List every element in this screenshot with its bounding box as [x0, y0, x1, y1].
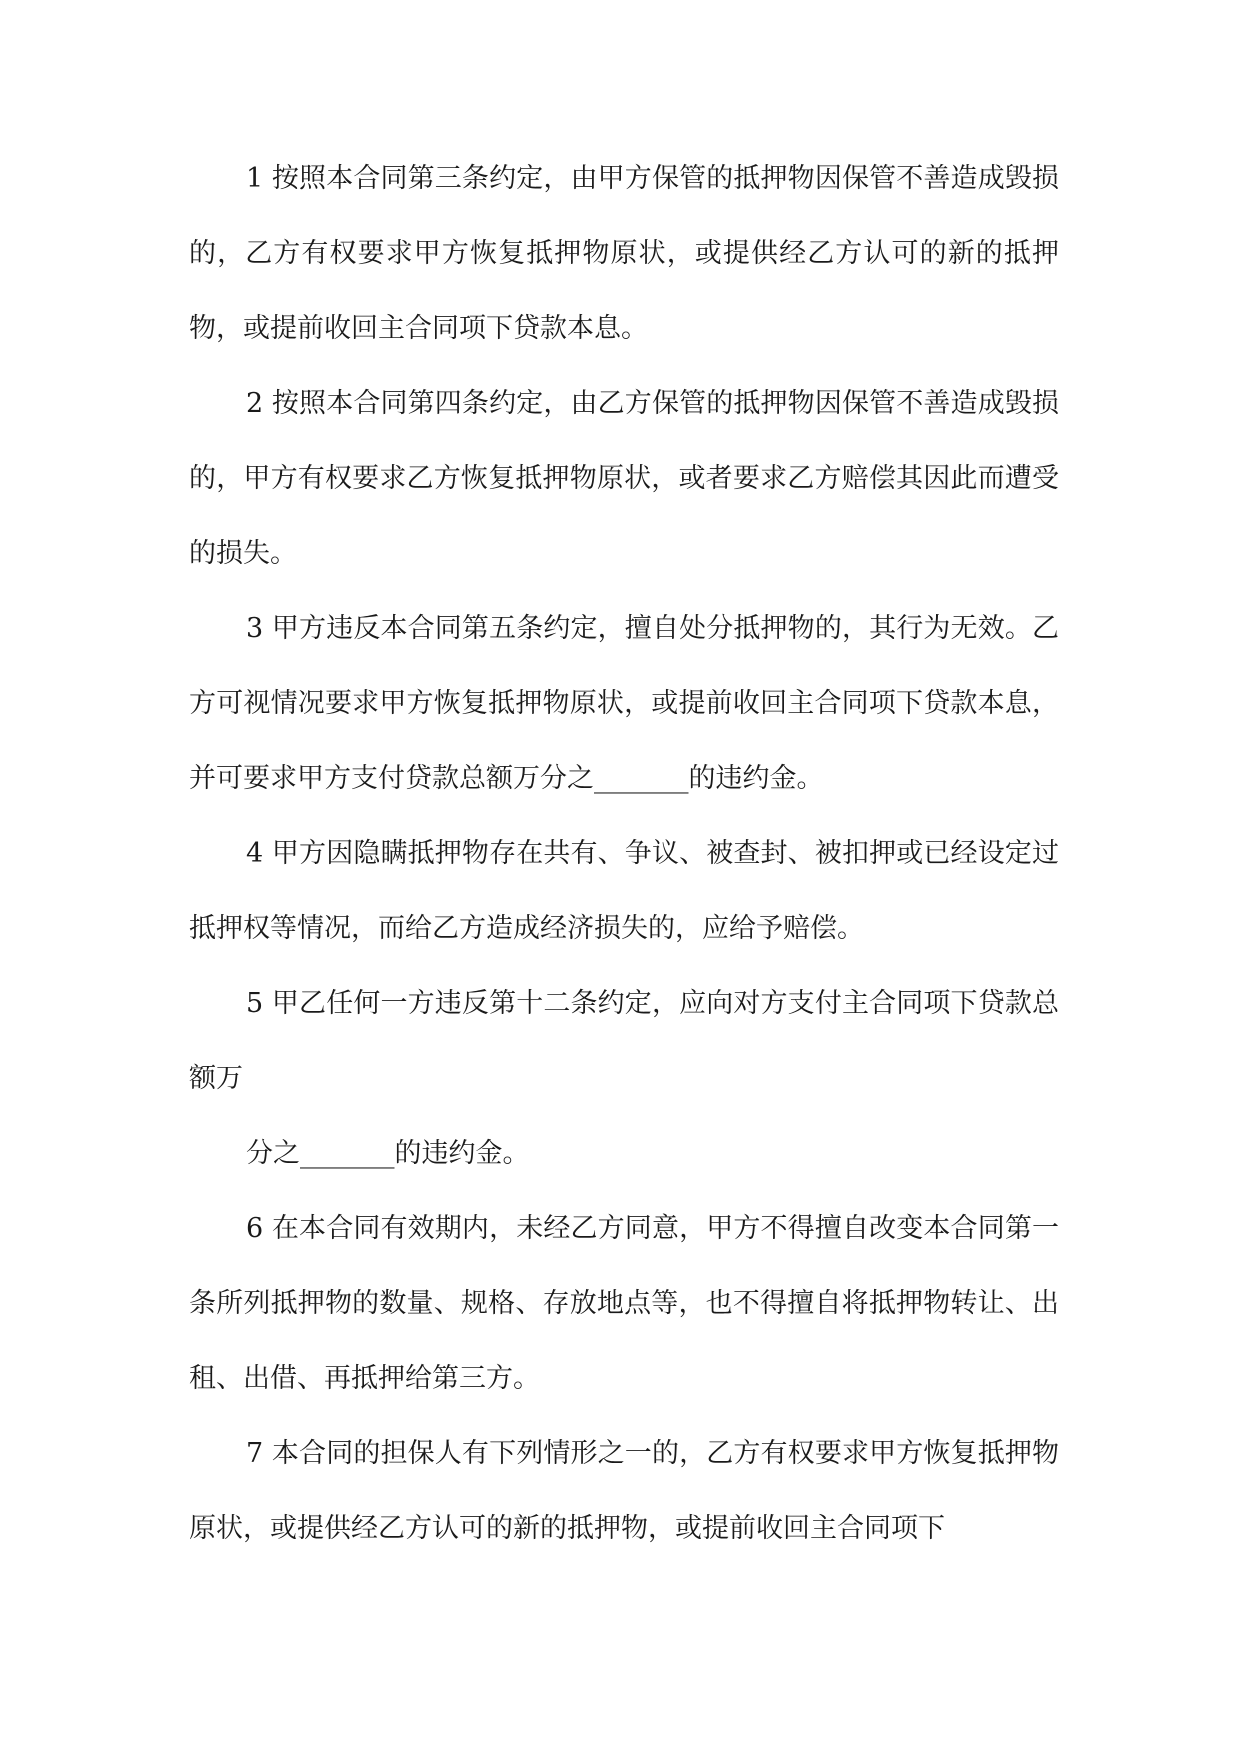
paragraph-clause-3: 3 甲方违反本合同第五条约定，擅自处分抵押物的，其行为无效。乙方可视情况要求甲方恢复抵押物原状，或提前收回主合同项下贷款本息，并可要求甲方支付贷款总额万分之_______的违约金。 [189, 613, 1059, 794]
paragraph-clause-7: 7 本合同的担保人有下列情形之一的，乙方有权要求甲方恢复抵押物原状，或提供经乙方认可的新的抵押物，或提前收回主合同项下 [189, 1438, 1059, 1544]
paragraph-clause-4: 4 甲方因隐瞒抵押物存在共有、争议、被查封、被扣押或已经设定过抵押权等情况，而给乙方造成经济损失的，应给予赔偿。 [189, 838, 1059, 944]
paragraph-clause-5: 5 甲乙任何一方违反第十二条约定，应向对方支付主合同项下贷款总额万 [189, 988, 1059, 1094]
paragraph-clause-5-continued: 分之_______的违约金。 [246, 1138, 530, 1169]
paragraph-clause-6: 6 在本合同有效期内，未经乙方同意，甲方不得擅自改变本合同第一条所列抵押物的数量、规格、存放地点等，也不得擅自将抵押物转让、出租、出借、再抵押给第三方。 [189, 1213, 1059, 1394]
paragraph-clause-2: 2 按照本合同第四条约定，由乙方保管的抵押物因保管不善造成毁损的，甲方有权要求乙方恢复抵押物原状，或者要求乙方赔偿其因此而遭受的损失。 [189, 388, 1059, 569]
contract-body [189, 141, 1059, 1566]
paragraph-clause-1: 1 按照本合同第三条约定，由甲方保管的抵押物因保管不善造成毁损的，乙方有权要求甲方恢复抵押物原状，或提供经乙方认可的新的抵押物，或提前收回主合同项下贷款本息。 [189, 163, 1059, 344]
